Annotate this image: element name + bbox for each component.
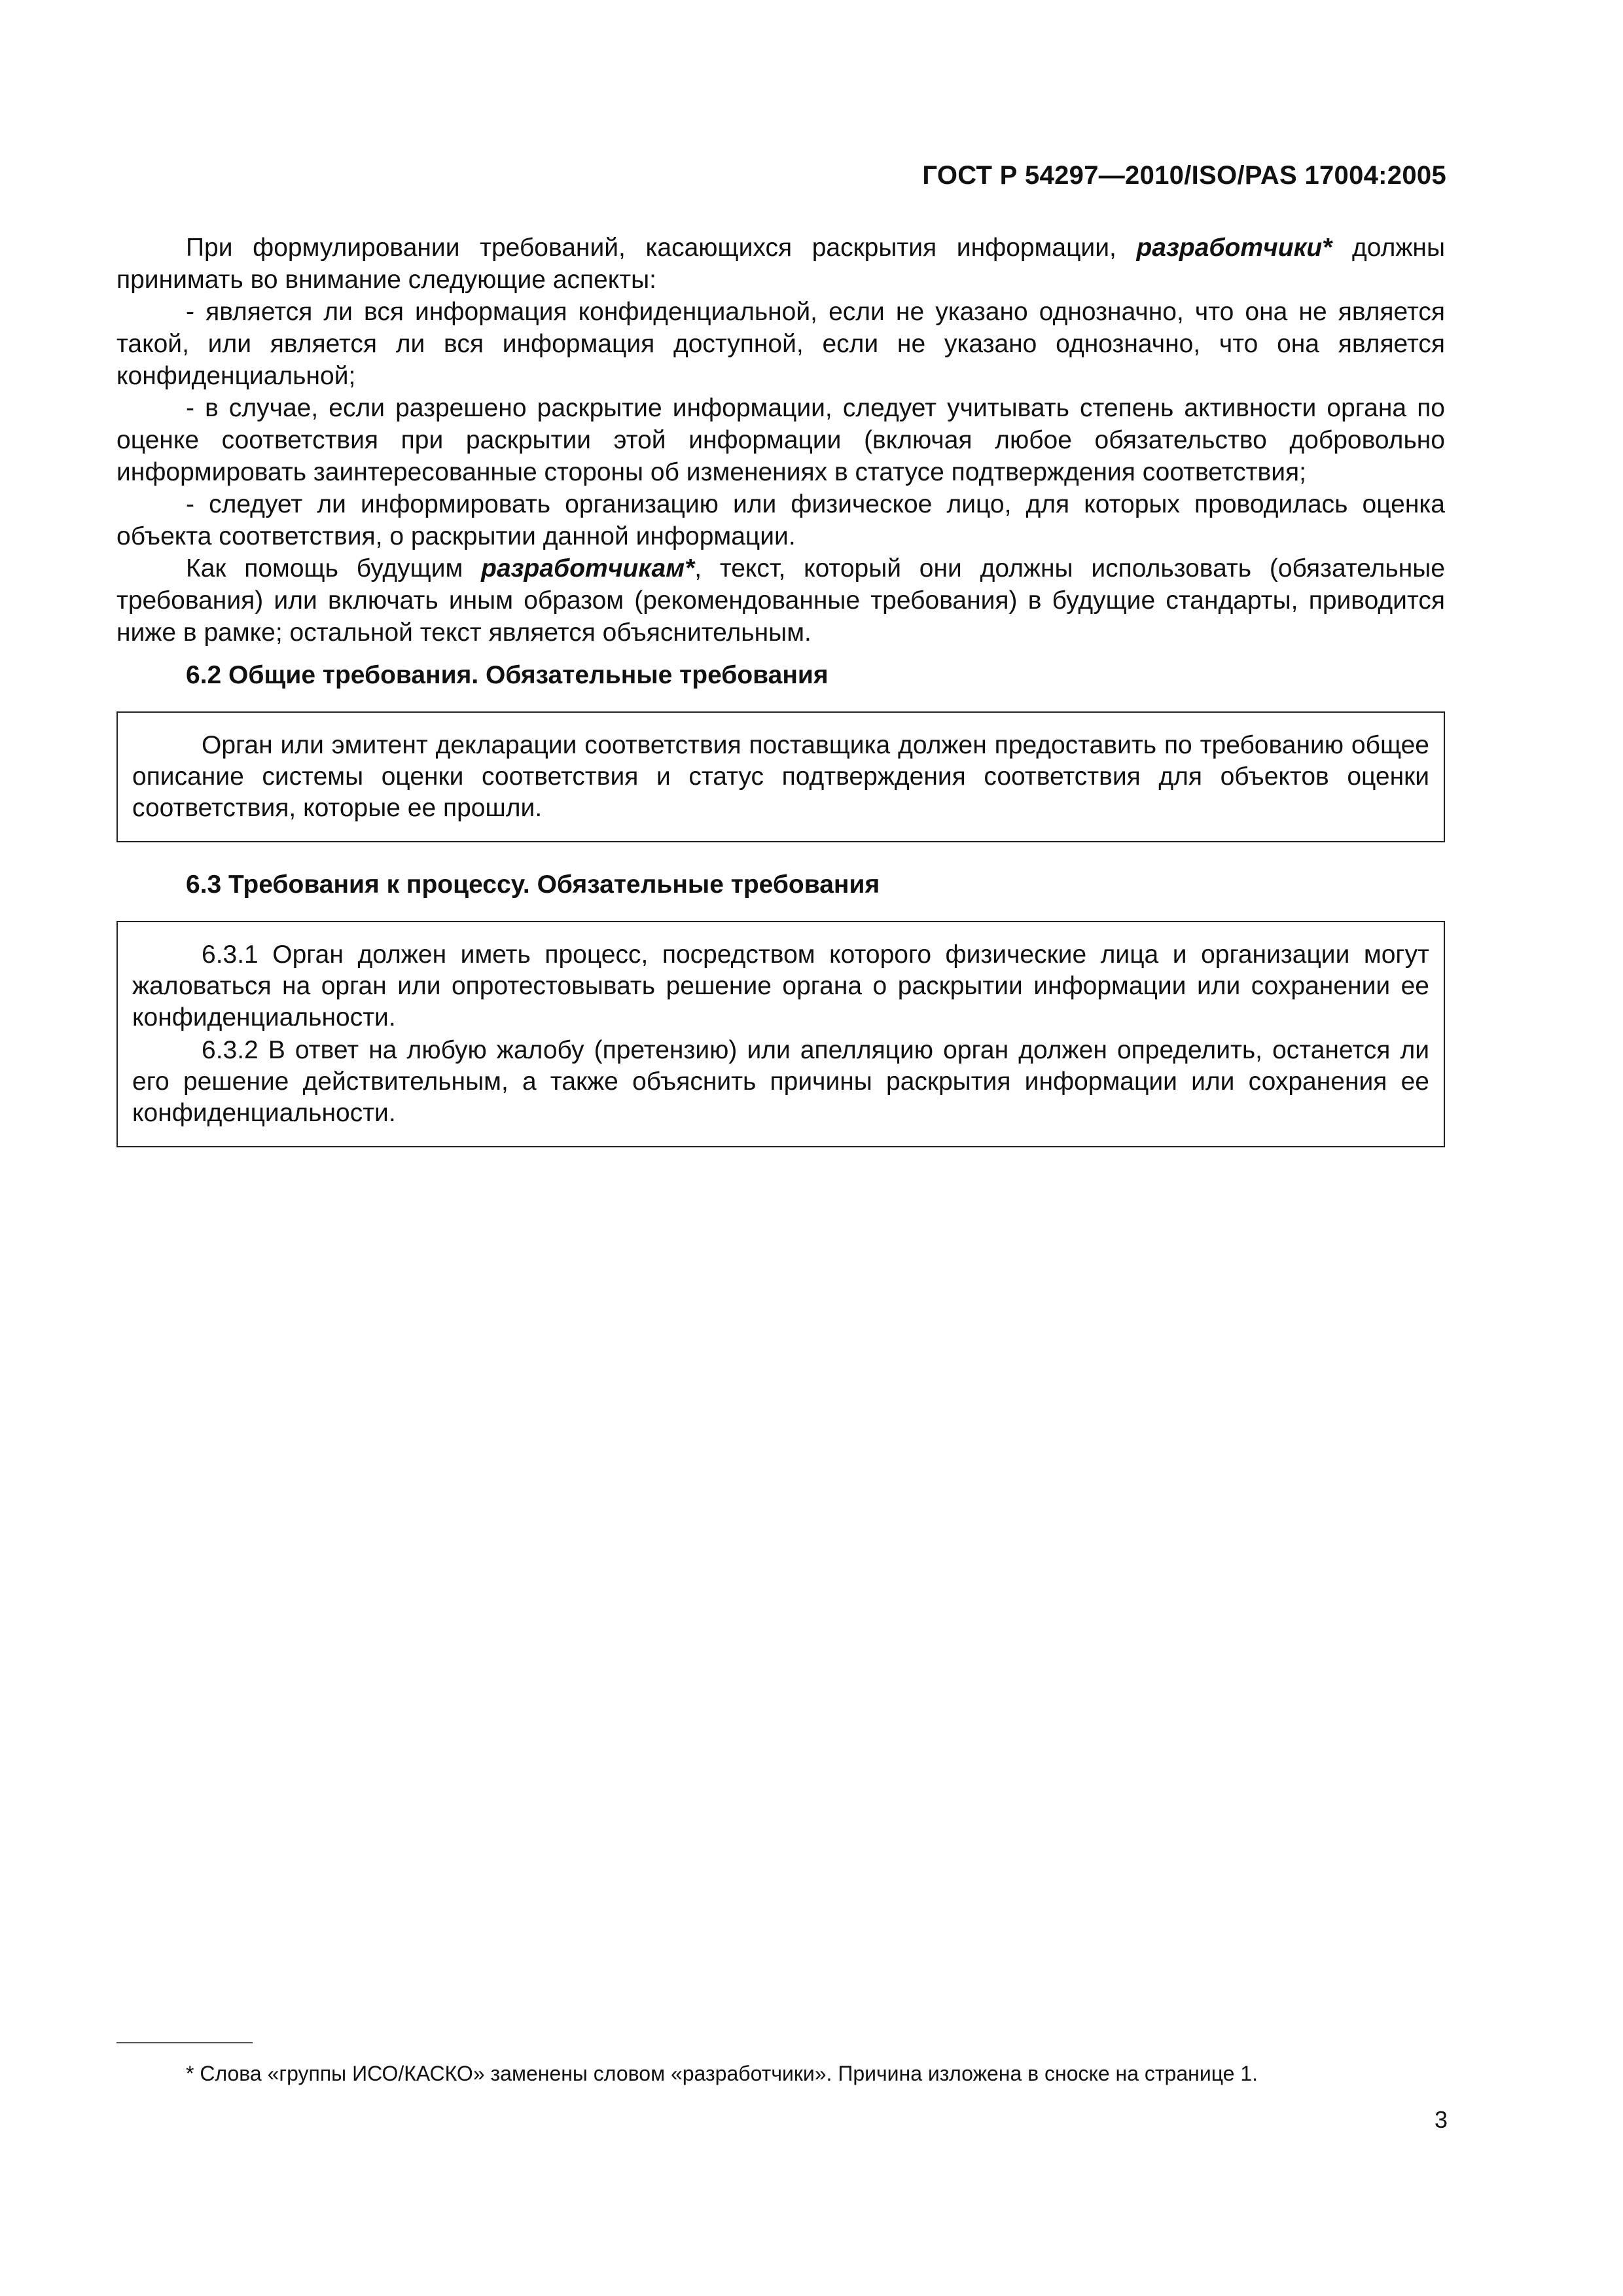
section-heading-6-2: 6.2 Общие требования. Обязательные требования <box>186 661 829 689</box>
bullet-item-2: - в случае, если разрешено раскрытие информации, следует учитывать степень активности органа по оценке соответствия при раскрытии этой информации (включая любое обязательство добровольно информировать заинтересованные стороны об изменениях в статусе подтверждения соответствия; <box>116 394 1445 486</box>
section-heading-6-3: 6.3 Требования к процессу. Обязательные требования <box>186 870 880 899</box>
intro-text-start: При формулировании требований, касающихся раскрытия информации, <box>186 234 1137 262</box>
guidance-text-start: Как помощь будущим <box>186 554 482 583</box>
clause-6-3-2: 6.3.2 В ответ на любую жалобу (претензию) или апелляцию орган должен определить, останется ли его решение действительным, а также объяснить причины раскрытия информации или сохранения ее конфиденциальности. <box>132 1036 1429 1127</box>
page-number: 3 <box>1434 2106 1448 2133</box>
clause-6-3-1: 6.3.1 Орган должен иметь процесс, посредством которого физические лица и организации могут жаловаться на орган или опротестовывать решение органа о раскрытии информации или сохранении ее конфиденциальности. <box>132 941 1429 1031</box>
requirements-box-6-2 <box>116 711 1445 842</box>
guidance-term-developers: разработчикам* <box>481 554 695 583</box>
intro-paragraph <box>116 232 1445 296</box>
box-text-6-2: Орган или эмитент декларации соответствия поставщика должен предоставить по требованию общее описание системы оценки соответствия и статус подтверждения соответствия для объектов оценки соответствия, которые ее прошли. <box>132 731 1429 822</box>
footnote: * Слова «группы ИСО/КАСКО» заменены словом «разработчики». Причина изложена в сноске на странице 1. <box>186 2062 1258 2085</box>
guidance-text-end: , текст, который они должны использовать (обязательные требования) или включать иным образом (рекомендованные требования) в будущие стандарты, приводится ниже в рамке; остальной текст является объяснительным. <box>116 554 1445 647</box>
bullet-item-3: - следует ли информировать организацию или физическое лицо, для которых проводилась оценка объекта соответствия, о раскрытии данной информации. <box>116 490 1445 550</box>
main-content <box>116 232 1445 1147</box>
footnote-divider <box>116 2042 253 2043</box>
intro-text-end: должны принимать во внимание следующие аспекты: <box>116 234 1445 294</box>
requirements-box-6-3 <box>116 921 1445 1147</box>
guidance-paragraph <box>116 552 1445 649</box>
bullet-item-1: - является ли вся информация конфиденциальной, если не указано однозначно, что она не является такой, или является ли вся информация доступной, если не указано однозначно, что она является конфиденциальной; <box>116 298 1445 390</box>
document-header: ГОСТ Р 54297—2010/ISO/PAS 17004:2005 <box>922 161 1446 190</box>
intro-term-developers: разработчики* <box>1136 234 1332 262</box>
